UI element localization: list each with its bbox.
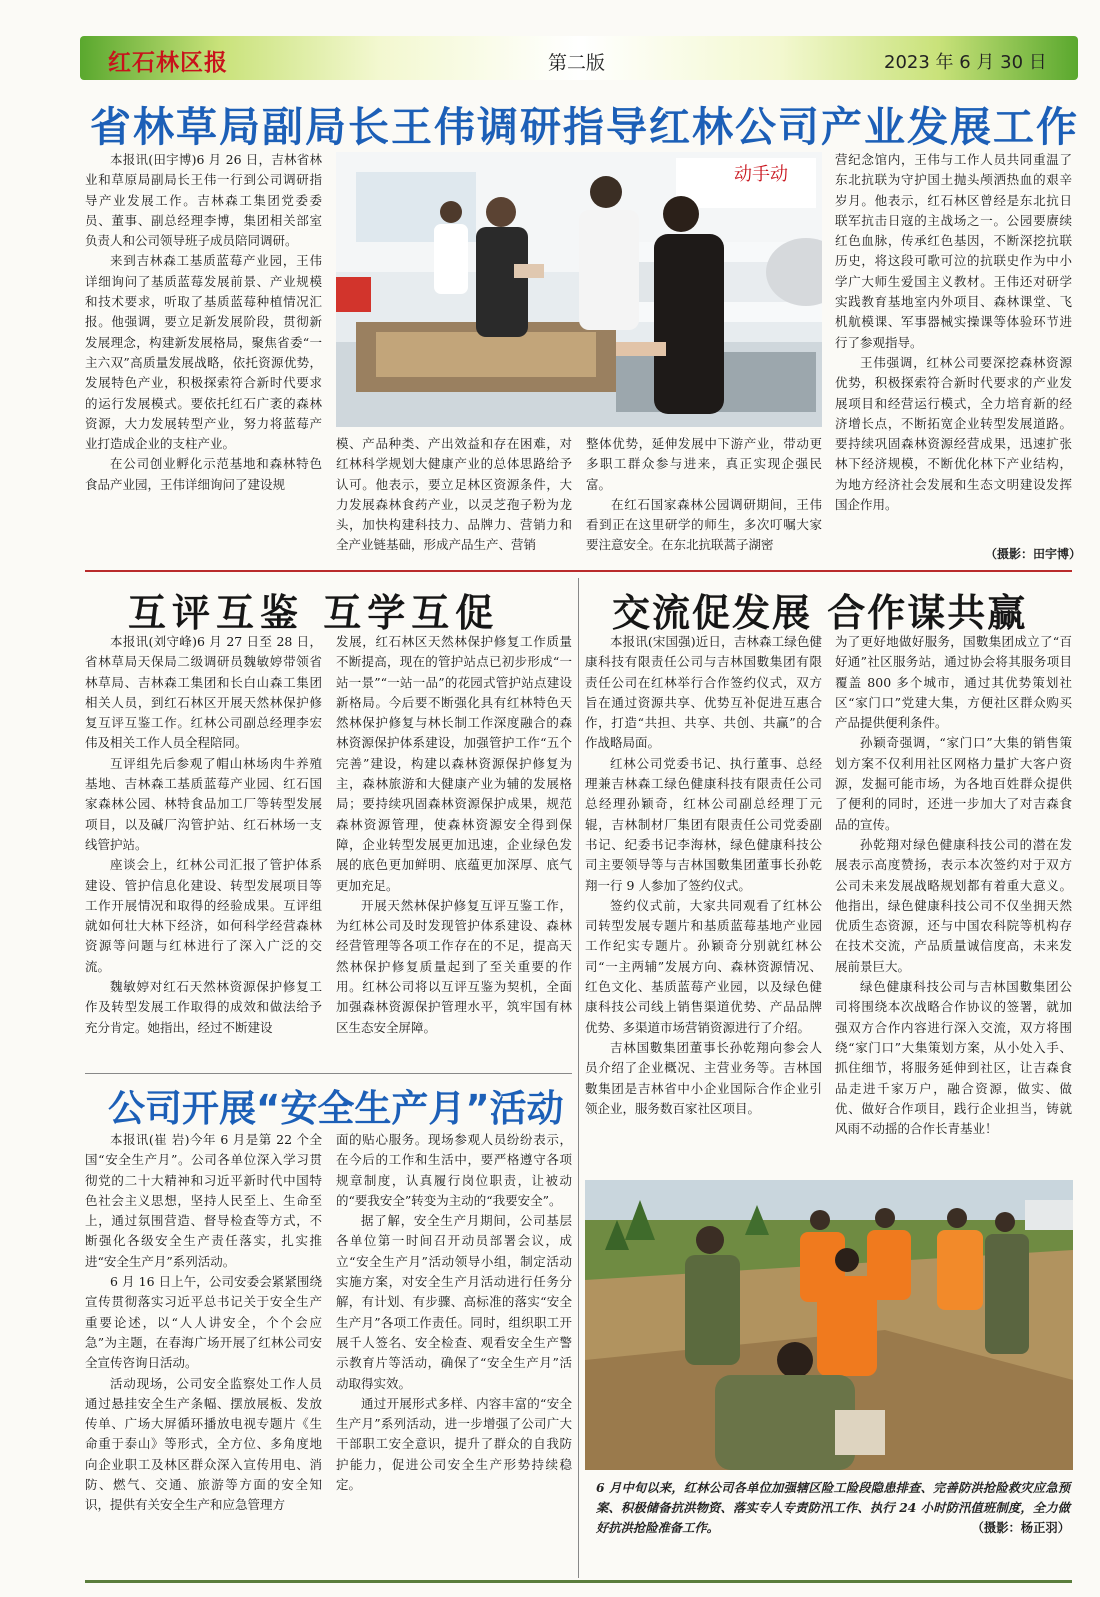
column-divider bbox=[578, 578, 579, 1578]
article1-para: 来到吉林森工基质蓝莓产业园，王伟详细询问了基质蓝莓发展前景、产业规模和技术要求，听取了基质蓝莓种植情况汇报。他强调，要立足新发展阶段，贯彻新发展理念，构建新发展格局，聚焦省委“一主六双”高质量发展战略，依托资源优势，发展特色产业，积极探索符合新时代要求的运行发展模式。要依托红石广袤的森林资源，大力发展转型产业，努力将蓝莓产业打造成企业的支柱产业。 bbox=[85, 253, 322, 452]
flood-caption-text: 6 月中旬以来，红林公司各单位加强辖区险工险段隐患排查、完善防洪抢险救灾应急预案、积极储备抗洪物资、落实专人专责防汛工作、执行 24 小时防汛值班制度，全力做好抗洪抢险准备工作。 bbox=[596, 1480, 1070, 1535]
article1-para: 整体优势，延伸发展中下游产业，带动更多职工群众参与进来，真正实现企强民富。 bbox=[586, 436, 822, 492]
article2-para: 魏敏婷对红石天然林资源保护修复工作及转型发展工作取得的成效和做法给予充分肯定。她指出，经过不断建设 bbox=[85, 979, 322, 1035]
article1-col3 bbox=[586, 434, 822, 562]
article4-para: 本报讯(崔 岩)今年 6 月是第 22 个全国“安全生产月”。公司各单位深入学习贯彻党的二十大精神和习近平新时代中国特色社会主义思想，坚持人民至上、生命至上，通过氛围营造、督导检查等方式，不断强化各级安全生产责任落实，扎实推进“安全生产月”系列活动。 bbox=[85, 1132, 322, 1269]
article4-para: 据了解，安全生产月期间，公司基层各单位第一时间召开动员部署会议，成立“安全生产月”活动领导小组，制定活动实施方案，对安全生产月活动进行任务分解，有计划、有步骤、高标准的落实“安全生产月”各项工作责任。同时，组织职工开展千人签名、安全检查、观看安全生产警示教育片等活动，确保了“安全生产月”活动取得实效。 bbox=[336, 1213, 572, 1391]
article1-para: 本报讯(田宇博)6 月 26 日，吉林省林业和草原局副局长王伟一行到公司调研指导产业发展工作。吉林森工集团党委委员、董事、副总经理李博，集团相关部室负责人和公司领导班子成员陪同调研。 bbox=[85, 152, 322, 249]
article3-para: 本报讯(宋国强)近日，吉林森工绿色健康科技有限责任公司与吉林国數集团有限责任公司在红林举行合作签约仪式，双方旨在通过资源共享、优势互补促进互惠合作，打造“共担、共享、共创、共赢”的合作战略局面。 bbox=[585, 634, 822, 751]
flood-photo-credit: （摄影：杨正羽） bbox=[971, 1520, 1070, 1535]
article2-para: 互评组先后参观了帽山林场肉牛养殖基地、吉林森工基质蓝莓产业园、红石国家森林公园、林特食品加工厂等转型发展项目，以及碱厂沟管护站、红石林场一支线管护站。 bbox=[85, 755, 322, 852]
lab-visit-photo bbox=[336, 152, 822, 427]
article3-col1 bbox=[585, 632, 822, 1172]
article2-col2 bbox=[336, 632, 572, 1068]
article1-col1 bbox=[85, 150, 322, 562]
article1-col2 bbox=[336, 434, 572, 562]
article1-para: 王伟强调，红林公司要深挖森林资源优势，积极探索符合新时代要求的产业发展项目和经营运行模式，全力培育新的经济增长点，不断拓宽企业转型发展道路。要持续巩固森林资源经营成果，迅速扩张林下经济规模，不断优化林下产业结构，为地方经济社会发展和生态文明建设发挥国企作用。 bbox=[835, 354, 1072, 513]
flood-prevention-photo-graphic bbox=[585, 1180, 1073, 1470]
article4-col2 bbox=[336, 1130, 572, 1570]
article1-para: 模、产品种类、产出效益和存在困难，对红林科学规划大健康产业的总体思路给予认可。他表示，要立足林区资源条件，大力发展森林食药产业，以灵芝孢子粉为龙头，加快构建科技力、品牌力、营销力和全产业链基础，形成产品生产、营销 bbox=[336, 436, 572, 553]
article2-para: 发展，红石林区天然林保护修复工作质量不断提高，现在的管护站点已初步形成“一站一景”“一站一品”的花园式管护站点建设新格局。今后要不断强化具有红林特色天然林保护修复与林长制工作深度融合的森林资源保护体系建设，加强管护工作“五个完善”建设，构建以森林资源保护修复为主，森林旅游和大健康产业为辅的发展格局；要持续巩固森林资源保护成果，规范森林资源管理，使森林资源安全得到保障，企业转型发展更加迅速，企业绿色发展的底色更加鲜明、底蕴更加深厚、底气更加充足。 bbox=[336, 634, 572, 893]
bottom-rule bbox=[85, 1580, 1072, 1583]
article4-para: 6 月 16 日上午，公司安委会紧紧围绕宣传贯彻落实习近平总书记关于安全生产重要论述，以“人人讲安全，个个会应急”为主题，在春海广场开展了红林公司安全宣传咨询日活动。 bbox=[85, 1274, 322, 1371]
article3-para: 签约仪式前，大家共同观看了红林公司转型发展专题片和基质蓝莓基地产业园工作纪实专题片。孙颖奇分别就红林公司“一主两辅”发展方向、森林资源情况、红色文化、基质蓝莓产业园，以及绿色健康科技公司线上销售渠道优势、产品品牌优势、多渠道市场营销资源进行了介绍。 bbox=[585, 897, 822, 1035]
article1-col4 bbox=[835, 150, 1072, 540]
article3-para: 孙颖奇强调，“家门口”大集的销售策划方案不仅利用社区网格力量扩大客户资源，发掘可能市场，为各地百姓群众提供了便利的同时，还进一步加大了对吉森食品的宣传。 bbox=[835, 735, 1072, 832]
article1-headline: 省林草局副局长王伟调研指导红林公司产业发展工作 bbox=[90, 103, 1079, 151]
lab-sign-text: 动手动 bbox=[734, 164, 788, 185]
article3-para: 绿色健康科技公司与吉林国數集团公司将围绕本次战略合作协议的签署，就加强双方合作内容进行深入交流，双方将围绕“家门口”大集策划方案，从小处入手、抓住细节，将服务延伸到社区，让吉森食品走进千家万户，融合资源，做实、做优、做好合作项目，践行企业担当，铸就风雨不动摇的合作长青基业！ bbox=[835, 979, 1072, 1137]
article1-para: 营纪念馆内，王伟与工作人员共同重温了东北抗联为守护国土抛头颅洒热血的艰辛岁月。他表示，红石林区曾经是东北抗日联军抗击日寇的主战场之一。公园要赓续红色血脉，传承红色基因，不断深挖抗联历史，将这段可歌可泣的抗联史作为中小学广大师生爱国主义教材。王伟还对研学实践教育基地室内外项目、森林课堂、飞机航模课、军事器械实操课等体验环节进行了参观指导。 bbox=[835, 152, 1072, 350]
article3-col2 bbox=[835, 632, 1072, 1172]
article2-headline: 互评互鉴 互学互促 bbox=[128, 591, 500, 635]
lab-visit-photo-graphic bbox=[336, 152, 822, 427]
issue-date: 2023 年 6 月 30 日 bbox=[884, 52, 1047, 73]
article4-headline: 公司开展“安全生产月”活动 bbox=[108, 1087, 564, 1130]
article3-headline: 交流促发展 合作谋共赢 bbox=[612, 591, 1028, 635]
article3-para: 吉林国數集团董事长孙乾翔向参会人员介绍了企业概况、主营业务等。吉林国數集团是吉林省中小企业国际合作企业引领企业，服务数百家社区项目。 bbox=[585, 1039, 822, 1116]
article2-para: 座谈会上，红林公司汇报了管护体系建设、管护信息化建设、转型发展项目等工作开展情况和取得的经验成果。互评组就如何壮大林下经济，如何科学经营森林资源等问题与红林进行了深入广泛的交流。 bbox=[85, 857, 322, 974]
article4-para: 面的贴心服务。现场参观人员纷纷表示，在今后的工作和生活中，要严格遵守各项规章制度，认真履行岗位职责，让被动的“要我安全”转变为主动的“我要安全”。 bbox=[336, 1132, 572, 1208]
section-divider bbox=[85, 1073, 572, 1074]
flood-photo-caption bbox=[596, 1478, 1070, 1538]
article4-col1 bbox=[85, 1130, 322, 1570]
newspaper-name: 红石林区报 bbox=[108, 50, 228, 76]
article3-para: 为了更好地做好服务，国數集团成立了“百好通”社区服务站，通过协会将其服务项目覆盖 800 多个城市，通过其优势策划社区“家门口”党建大集，方便社区群众购买产品提供便利条件。 bbox=[835, 634, 1072, 731]
article2-para: 开展天然林保护修复互评互鉴工作，为红林公司及时发现管护体系建设、森林经营管理等各项工作存在的不足，提高天然林保护修复质量起到了至关重要的作用。红林公司将以互评互鉴为契机，全面加强森林资源保护管理水平，筑牢国有林区生态安全屏障。 bbox=[336, 897, 572, 1035]
article2-para: 本报讯(刘守峰)6 月 27 日至 28 日，省林草局天保局二级调研员魏敏婷带领省林草局、吉林森工集团和长白山森工集团相关人员，到红石林区开展天然林保护修复互评互鉴工作。红林公司副总经理李宏伟及相关工作人员全程陪同。 bbox=[85, 634, 322, 751]
article2-col1 bbox=[85, 632, 322, 1068]
article3-para: 孙乾翔对绿色健康科技公司的潜在发展表示高度赞扬，表示本次签约对于双方公司未来发展战略规划都有着重大意义。他指出，绿色健康科技公司不仅坐拥天然优质生态资源，还与中国农科院等机构存在技术交流，产品质量诚信度高，未来发展前景巨大。 bbox=[835, 836, 1072, 974]
article1-photo-credit: （摄影：田宇博） bbox=[985, 547, 1082, 561]
article3-para: 红林公司党委书记、执行董事、总经理兼吉林森工绿色健康科技有限责任公司总经理孙颖奇，红林公司副总经理丁元辊，吉林制材厂集团有限责任公司党委副书记、纪委书记李海林，绿色健康科技公司主要领导等与吉林国數集团董事长孙乾翔一行 9 人参加了签约仪式。 bbox=[585, 755, 822, 893]
article1-para: 在红石国家森林公园调研期间，王伟看到正在这里研学的师生，多次叮嘱大家要注意安全。在东北抗联蒿子湖密 bbox=[586, 496, 822, 553]
section-divider bbox=[85, 570, 1072, 572]
article1-para: 在公司创业孵化示范基地和森林特色食品产业园，王伟详细询问了建设规 bbox=[85, 456, 322, 492]
flood-prevention-photo bbox=[585, 1180, 1073, 1470]
edition-label: 第二版 bbox=[548, 52, 606, 74]
article4-para: 活动现场，公司安全监察处工作人员通过悬挂安全生产条幅、摆放展板、发放传单、广场大屏循环播放电视专题片《生命重于泰山》等形式，全方位、多角度地向企业职工及林区群众深入宣传用电、消防、燃气、交通、旅游等方面的安全知识，提供有关安全生产和应急管理方 bbox=[85, 1375, 322, 1513]
article4-para: 通过开展形式多样、内容丰富的“安全生产月”系列活动，进一步增强了公司广大干部职工安全意识，提升了群众的自我防护能力，促进公司安全生产形势持续稳定。 bbox=[336, 1395, 572, 1493]
